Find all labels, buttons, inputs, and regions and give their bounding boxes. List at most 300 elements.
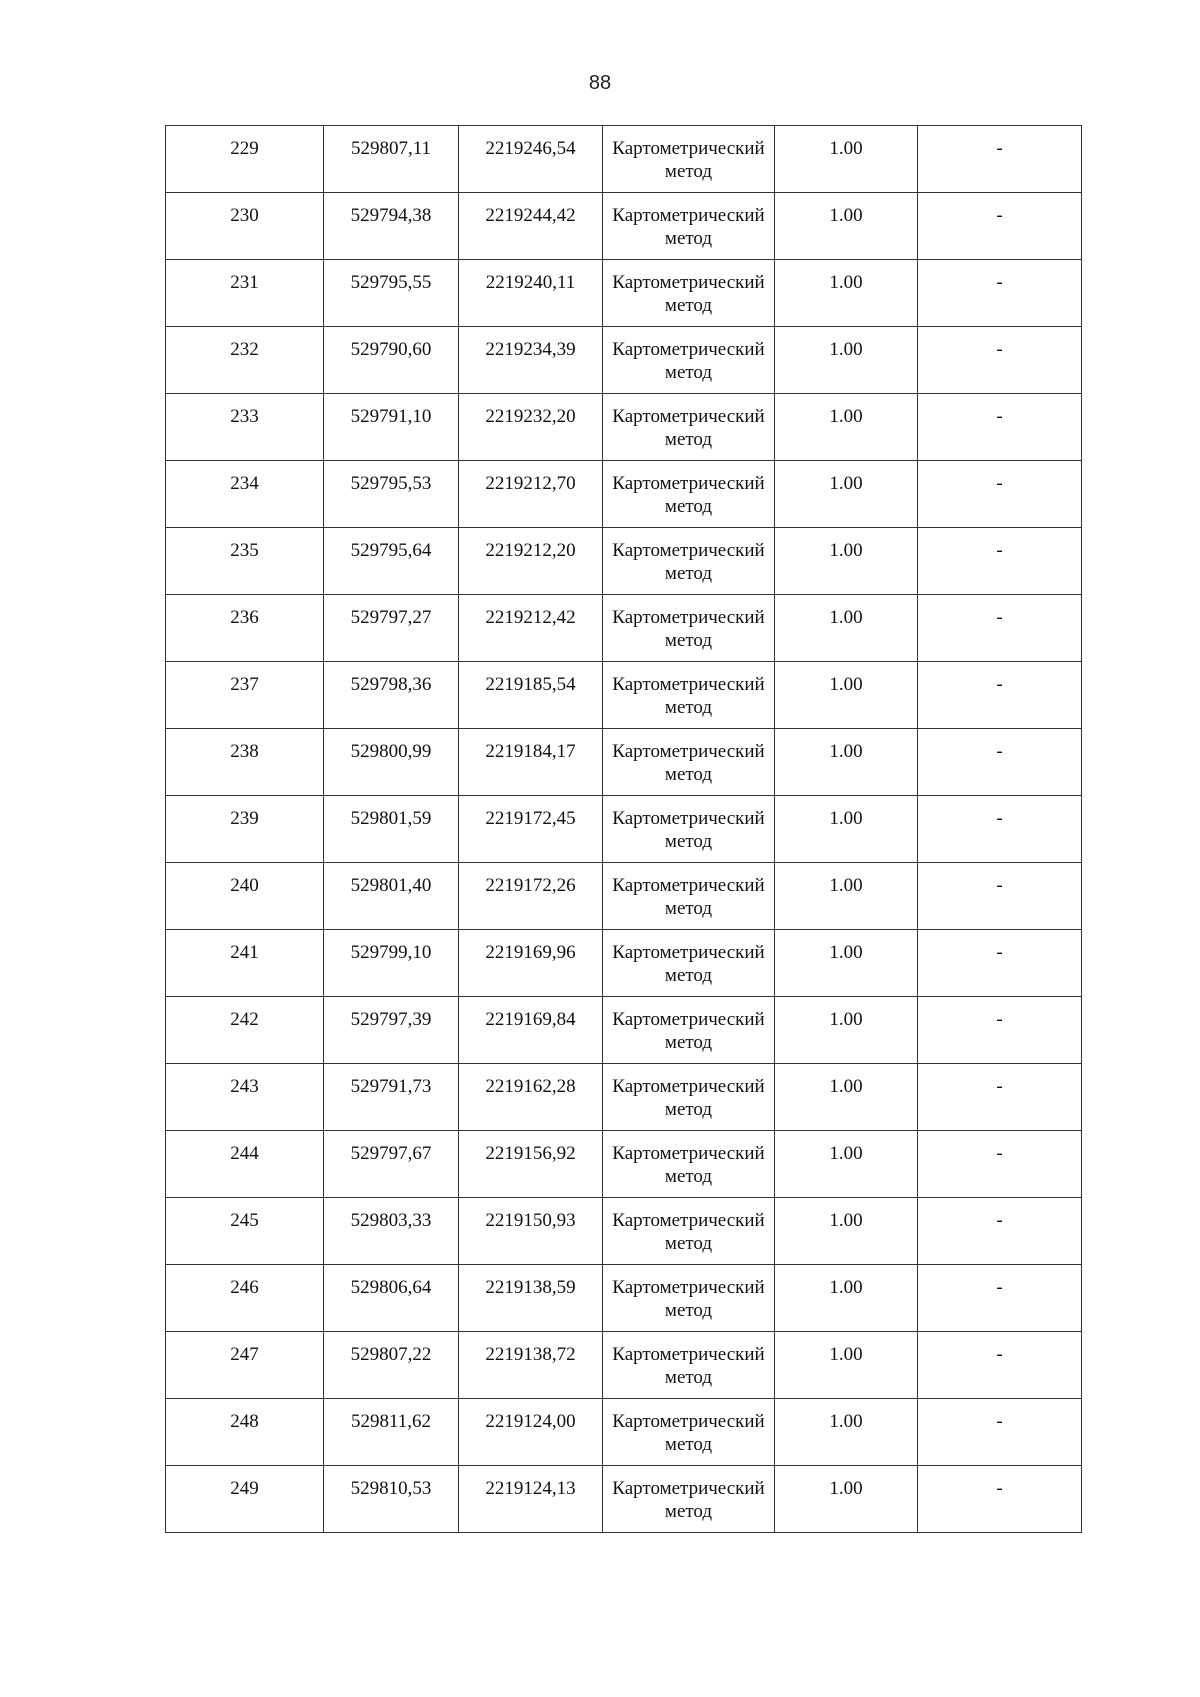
point-number-cell bbox=[166, 528, 324, 595]
method-cell bbox=[603, 1198, 775, 1265]
y-coordinate-cell bbox=[459, 796, 603, 863]
method-cell-text: Картометрический bbox=[612, 272, 765, 293]
method-cell bbox=[603, 595, 775, 662]
point-number-cell-content bbox=[166, 126, 323, 160]
method-cell-text: метод bbox=[664, 1434, 713, 1455]
note-cell bbox=[918, 796, 1082, 863]
point-number-cell-content bbox=[166, 796, 323, 830]
y-coordinate-cell-content bbox=[459, 528, 602, 562]
point-number-cell bbox=[166, 595, 324, 662]
table-row bbox=[166, 1265, 1082, 1332]
method-cell-content bbox=[603, 729, 774, 786]
accuracy-cell-content bbox=[775, 595, 917, 629]
y-coordinate-cell-text: 2219184,17 bbox=[485, 741, 576, 762]
y-coordinate-cell bbox=[459, 595, 603, 662]
accuracy-cell-text: 1.00 bbox=[829, 942, 863, 963]
x-coordinate-cell bbox=[324, 729, 459, 796]
accuracy-cell-content bbox=[775, 260, 917, 294]
accuracy-cell-text: 1.00 bbox=[829, 1143, 863, 1164]
y-coordinate-cell bbox=[459, 729, 603, 796]
y-coordinate-cell-text: 2219232,20 bbox=[485, 406, 576, 427]
method-cell bbox=[603, 1332, 775, 1399]
note-cell-text: - bbox=[996, 1478, 1003, 1499]
method-cell-content bbox=[603, 997, 774, 1054]
note-cell-content bbox=[918, 595, 1081, 629]
point-number-cell-text: 235 bbox=[230, 540, 259, 561]
accuracy-cell bbox=[775, 461, 918, 528]
accuracy-cell bbox=[775, 729, 918, 796]
point-number-cell-text: 242 bbox=[230, 1009, 259, 1030]
y-coordinate-cell bbox=[459, 930, 603, 997]
table-row bbox=[166, 729, 1082, 796]
y-coordinate-cell-content bbox=[459, 997, 602, 1031]
accuracy-cell-text: 1.00 bbox=[829, 607, 863, 628]
method-cell-text: Картометрический bbox=[612, 1009, 765, 1030]
accuracy-cell-text: 1.00 bbox=[829, 540, 863, 561]
method-cell-text: метод bbox=[664, 965, 713, 986]
x-coordinate-cell bbox=[324, 461, 459, 528]
note-cell-text: - bbox=[996, 1143, 1003, 1164]
accuracy-cell-content bbox=[775, 1466, 917, 1500]
method-cell-text: Картометрический bbox=[612, 607, 765, 628]
note-cell bbox=[918, 1332, 1082, 1399]
point-number-cell-content bbox=[166, 1265, 323, 1299]
point-number-cell-text: 239 bbox=[230, 808, 259, 829]
accuracy-cell-text: 1.00 bbox=[829, 406, 863, 427]
x-coordinate-cell-text: 529811,62 bbox=[350, 1411, 432, 1432]
y-coordinate-cell-content bbox=[459, 1064, 602, 1098]
x-coordinate-cell-content bbox=[324, 997, 458, 1031]
point-number-cell-content bbox=[166, 729, 323, 763]
method-cell-content bbox=[603, 662, 774, 719]
x-coordinate-cell bbox=[324, 1064, 459, 1131]
y-coordinate-cell-text: 2219169,96 bbox=[485, 942, 576, 963]
note-cell-content bbox=[918, 796, 1081, 830]
x-coordinate-cell-content bbox=[324, 796, 458, 830]
accuracy-cell-text: 1.00 bbox=[829, 272, 863, 293]
note-cell-content bbox=[918, 1332, 1081, 1366]
accuracy-cell-content bbox=[775, 1064, 917, 1098]
note-cell-text: - bbox=[996, 473, 1003, 494]
x-coordinate-cell-content bbox=[324, 1131, 458, 1165]
point-number-cell-text: 232 bbox=[230, 339, 259, 360]
accuracy-cell-content bbox=[775, 729, 917, 763]
accuracy-cell bbox=[775, 1064, 918, 1131]
table-row bbox=[166, 997, 1082, 1064]
point-number-cell-text: 249 bbox=[230, 1478, 259, 1499]
note-cell-text: - bbox=[996, 205, 1003, 226]
method-cell-content bbox=[603, 930, 774, 987]
table-row bbox=[166, 193, 1082, 260]
method-cell-text: метод bbox=[664, 1166, 713, 1187]
y-coordinate-cell bbox=[459, 461, 603, 528]
note-cell-content bbox=[918, 729, 1081, 763]
point-number-cell-content bbox=[166, 394, 323, 428]
y-coordinate-cell-content bbox=[459, 394, 602, 428]
method-cell-content bbox=[603, 394, 774, 451]
method-cell-text: Картометрический bbox=[612, 540, 765, 561]
method-cell-content bbox=[603, 595, 774, 652]
method-cell-text: Картометрический bbox=[612, 1076, 765, 1097]
y-coordinate-cell-text: 2219212,20 bbox=[485, 540, 576, 561]
y-coordinate-cell-text: 2219156,92 bbox=[485, 1143, 576, 1164]
point-number-cell-text: 240 bbox=[230, 875, 259, 896]
accuracy-cell bbox=[775, 1466, 918, 1533]
note-cell-text: - bbox=[996, 942, 1003, 963]
accuracy-cell-content bbox=[775, 1399, 917, 1433]
y-coordinate-cell bbox=[459, 997, 603, 1064]
y-coordinate-cell bbox=[459, 1466, 603, 1533]
method-cell-text: метод bbox=[664, 496, 713, 517]
method-cell-content bbox=[603, 1198, 774, 1255]
method-cell-text: Картометрический bbox=[612, 808, 765, 829]
coordinates-table bbox=[165, 125, 1082, 1533]
table-row bbox=[166, 595, 1082, 662]
accuracy-cell-text: 1.00 bbox=[829, 1478, 863, 1499]
accuracy-cell bbox=[775, 394, 918, 461]
method-cell bbox=[603, 1064, 775, 1131]
method-cell bbox=[603, 394, 775, 461]
y-coordinate-cell-content bbox=[459, 126, 602, 160]
accuracy-cell-content bbox=[775, 1198, 917, 1232]
point-number-cell-text: 247 bbox=[230, 1344, 259, 1365]
y-coordinate-cell-text: 2219172,45 bbox=[485, 808, 576, 829]
method-cell bbox=[603, 1131, 775, 1198]
x-coordinate-cell-text: 529807,11 bbox=[350, 138, 432, 159]
y-coordinate-cell bbox=[459, 528, 603, 595]
note-cell bbox=[918, 997, 1082, 1064]
point-number-cell-content bbox=[166, 461, 323, 495]
accuracy-cell-content bbox=[775, 796, 917, 830]
accuracy-cell bbox=[775, 1332, 918, 1399]
y-coordinate-cell-text: 2219124,13 bbox=[485, 1478, 576, 1499]
y-coordinate-cell-content bbox=[459, 662, 602, 696]
point-number-cell bbox=[166, 394, 324, 461]
accuracy-cell bbox=[775, 193, 918, 260]
note-cell bbox=[918, 595, 1082, 662]
method-cell-text: метод bbox=[664, 1501, 713, 1522]
point-number-cell bbox=[166, 1064, 324, 1131]
y-coordinate-cell-text: 2219240,11 bbox=[485, 272, 576, 293]
note-cell-text: - bbox=[996, 406, 1003, 427]
point-number-cell-text: 236 bbox=[230, 607, 259, 628]
x-coordinate-cell-text: 529790,60 bbox=[350, 339, 432, 360]
note-cell-text: - bbox=[996, 674, 1003, 695]
method-cell-content bbox=[603, 1131, 774, 1188]
accuracy-cell-text: 1.00 bbox=[829, 473, 863, 494]
y-coordinate-cell-content bbox=[459, 1198, 602, 1232]
y-coordinate-cell-text: 2219212,70 bbox=[485, 473, 576, 494]
accuracy-cell-text: 1.00 bbox=[829, 1344, 863, 1365]
method-cell-text: Картометрический bbox=[612, 674, 765, 695]
table-row bbox=[166, 1466, 1082, 1533]
note-cell-content bbox=[918, 662, 1081, 696]
accuracy-cell-content bbox=[775, 394, 917, 428]
y-coordinate-cell-content bbox=[459, 327, 602, 361]
method-cell bbox=[603, 729, 775, 796]
accuracy-cell-content bbox=[775, 528, 917, 562]
note-cell-content bbox=[918, 863, 1081, 897]
x-coordinate-cell-content bbox=[324, 461, 458, 495]
y-coordinate-cell bbox=[459, 1265, 603, 1332]
x-coordinate-cell-content bbox=[324, 1198, 458, 1232]
point-number-cell-text: 231 bbox=[230, 272, 259, 293]
x-coordinate-cell-text: 529803,33 bbox=[350, 1210, 432, 1231]
method-cell-content bbox=[603, 1064, 774, 1121]
y-coordinate-cell bbox=[459, 1064, 603, 1131]
point-number-cell-text: 229 bbox=[230, 138, 259, 159]
x-coordinate-cell bbox=[324, 1332, 459, 1399]
table-row bbox=[166, 863, 1082, 930]
x-coordinate-cell bbox=[324, 1265, 459, 1332]
y-coordinate-cell-text: 2219246,54 bbox=[485, 138, 576, 159]
x-coordinate-cell bbox=[324, 930, 459, 997]
method-cell-text: Картометрический bbox=[612, 1143, 765, 1164]
note-cell-content bbox=[918, 528, 1081, 562]
page-number: 88 bbox=[588, 72, 612, 94]
point-number-cell-content bbox=[166, 930, 323, 964]
y-coordinate-cell-text: 2219150,93 bbox=[485, 1210, 576, 1231]
table-row bbox=[166, 1198, 1082, 1265]
point-number-cell bbox=[166, 729, 324, 796]
table-row bbox=[166, 796, 1082, 863]
x-coordinate-cell-text: 529797,39 bbox=[350, 1009, 432, 1030]
accuracy-cell-text: 1.00 bbox=[829, 1210, 863, 1231]
x-coordinate-cell-text: 529799,10 bbox=[350, 942, 432, 963]
x-coordinate-cell-text: 529795,53 bbox=[350, 473, 432, 494]
point-number-cell bbox=[166, 1131, 324, 1198]
accuracy-cell bbox=[775, 863, 918, 930]
x-coordinate-cell bbox=[324, 796, 459, 863]
accuracy-cell-content bbox=[775, 1265, 917, 1299]
method-cell-text: Картометрический bbox=[612, 473, 765, 494]
accuracy-cell bbox=[775, 1198, 918, 1265]
point-number-cell-content bbox=[166, 193, 323, 227]
y-coordinate-cell bbox=[459, 1198, 603, 1265]
accuracy-cell-content bbox=[775, 997, 917, 1031]
point-number-cell bbox=[166, 126, 324, 193]
note-cell bbox=[918, 327, 1082, 394]
accuracy-cell-text: 1.00 bbox=[829, 741, 863, 762]
point-number-cell-text: 233 bbox=[230, 406, 259, 427]
point-number-cell-text: 237 bbox=[230, 674, 259, 695]
point-number-cell bbox=[166, 1399, 324, 1466]
note-cell-text: - bbox=[996, 1277, 1003, 1298]
x-coordinate-cell bbox=[324, 394, 459, 461]
x-coordinate-cell-text: 529797,27 bbox=[350, 607, 432, 628]
method-cell-text: метод bbox=[664, 295, 713, 316]
note-cell bbox=[918, 729, 1082, 796]
x-coordinate-cell-text: 529791,73 bbox=[350, 1076, 432, 1097]
note-cell-text: - bbox=[996, 607, 1003, 628]
table-row bbox=[166, 930, 1082, 997]
note-cell-text: - bbox=[996, 138, 1003, 159]
y-coordinate-cell-text: 2219185,54 bbox=[485, 674, 576, 695]
point-number-cell-content bbox=[166, 1064, 323, 1098]
point-number-cell-text: 243 bbox=[230, 1076, 259, 1097]
accuracy-cell-text: 1.00 bbox=[829, 339, 863, 360]
table-row bbox=[166, 528, 1082, 595]
method-cell-text: Картометрический bbox=[612, 205, 765, 226]
accuracy-cell bbox=[775, 796, 918, 863]
method-cell bbox=[603, 863, 775, 930]
method-cell-text: метод bbox=[664, 1032, 713, 1053]
point-number-cell-text: 246 bbox=[230, 1277, 259, 1298]
x-coordinate-cell-content bbox=[324, 1466, 458, 1500]
method-cell-content bbox=[603, 528, 774, 585]
method-cell-text: Картометрический bbox=[612, 1411, 765, 1432]
accuracy-cell bbox=[775, 997, 918, 1064]
method-cell bbox=[603, 193, 775, 260]
accuracy-cell-text: 1.00 bbox=[829, 138, 863, 159]
y-coordinate-cell-content bbox=[459, 930, 602, 964]
method-cell-text: метод bbox=[664, 831, 713, 852]
y-coordinate-cell-content bbox=[459, 461, 602, 495]
x-coordinate-cell-content bbox=[324, 193, 458, 227]
method-cell bbox=[603, 260, 775, 327]
note-cell-content bbox=[918, 1265, 1081, 1299]
accuracy-cell bbox=[775, 930, 918, 997]
note-cell-content bbox=[918, 1064, 1081, 1098]
x-coordinate-cell-content bbox=[324, 662, 458, 696]
method-cell bbox=[603, 1466, 775, 1533]
accuracy-cell-content bbox=[775, 1332, 917, 1366]
accuracy-cell bbox=[775, 327, 918, 394]
x-coordinate-cell-content bbox=[324, 595, 458, 629]
method-cell-text: Картометрический bbox=[612, 138, 765, 159]
point-number-cell-content bbox=[166, 863, 323, 897]
note-cell-content bbox=[918, 1198, 1081, 1232]
point-number-cell-content bbox=[166, 1399, 323, 1433]
y-coordinate-cell bbox=[459, 662, 603, 729]
method-cell-text: Картометрический bbox=[612, 1478, 765, 1499]
accuracy-cell bbox=[775, 1399, 918, 1466]
x-coordinate-cell-content bbox=[324, 1265, 458, 1299]
method-cell-content bbox=[603, 1399, 774, 1456]
x-coordinate-cell bbox=[324, 528, 459, 595]
y-coordinate-cell bbox=[459, 260, 603, 327]
method-cell-text: Картометрический bbox=[612, 406, 765, 427]
table-row bbox=[166, 1332, 1082, 1399]
y-coordinate-cell-content bbox=[459, 1399, 602, 1433]
x-coordinate-cell bbox=[324, 260, 459, 327]
method-cell-text: метод bbox=[664, 563, 713, 584]
point-number-cell-content bbox=[166, 528, 323, 562]
method-cell-text: Картометрический bbox=[612, 1210, 765, 1231]
note-cell bbox=[918, 394, 1082, 461]
accuracy-cell-text: 1.00 bbox=[829, 1277, 863, 1298]
coordinates-table-body bbox=[166, 126, 1082, 1533]
x-coordinate-cell-text: 529800,99 bbox=[350, 741, 432, 762]
note-cell-text: - bbox=[996, 1344, 1003, 1365]
x-coordinate-cell-content bbox=[324, 1399, 458, 1433]
method-cell-text: метод bbox=[664, 630, 713, 651]
method-cell-content bbox=[603, 193, 774, 250]
y-coordinate-cell-text: 2219244,42 bbox=[485, 205, 576, 226]
note-cell-content bbox=[918, 1131, 1081, 1165]
point-number-cell-text: 241 bbox=[230, 942, 259, 963]
x-coordinate-cell-text: 529810,53 bbox=[350, 1478, 432, 1499]
x-coordinate-cell bbox=[324, 126, 459, 193]
note-cell-content bbox=[918, 461, 1081, 495]
method-cell-text: метод bbox=[664, 362, 713, 383]
accuracy-cell bbox=[775, 1265, 918, 1332]
point-number-cell bbox=[166, 863, 324, 930]
y-coordinate-cell-text: 2219212,42 bbox=[485, 607, 576, 628]
note-cell bbox=[918, 662, 1082, 729]
accuracy-cell bbox=[775, 260, 918, 327]
accuracy-cell bbox=[775, 126, 918, 193]
note-cell-content bbox=[918, 193, 1081, 227]
note-cell bbox=[918, 260, 1082, 327]
note-cell bbox=[918, 1265, 1082, 1332]
x-coordinate-cell-text: 529791,10 bbox=[350, 406, 432, 427]
method-cell bbox=[603, 997, 775, 1064]
method-cell bbox=[603, 930, 775, 997]
y-coordinate-cell-text: 2219124,00 bbox=[485, 1411, 576, 1432]
point-number-cell bbox=[166, 1265, 324, 1332]
accuracy-cell-content bbox=[775, 662, 917, 696]
accuracy-cell bbox=[775, 1131, 918, 1198]
table-row bbox=[166, 461, 1082, 528]
note-cell-text: - bbox=[996, 1210, 1003, 1231]
note-cell bbox=[918, 1064, 1082, 1131]
y-coordinate-cell-content bbox=[459, 1332, 602, 1366]
accuracy-cell-content bbox=[775, 126, 917, 160]
y-coordinate-cell bbox=[459, 126, 603, 193]
y-coordinate-cell bbox=[459, 193, 603, 260]
method-cell bbox=[603, 126, 775, 193]
method-cell-text: Картометрический bbox=[612, 942, 765, 963]
method-cell-content bbox=[603, 1265, 774, 1322]
accuracy-cell bbox=[775, 528, 918, 595]
note-cell bbox=[918, 863, 1082, 930]
x-coordinate-cell-text: 529801,59 bbox=[350, 808, 432, 829]
table-row bbox=[166, 1399, 1082, 1466]
x-coordinate-cell-content bbox=[324, 1332, 458, 1366]
note-cell-text: - bbox=[996, 339, 1003, 360]
point-number-cell-text: 244 bbox=[230, 1143, 259, 1164]
point-number-cell bbox=[166, 997, 324, 1064]
y-coordinate-cell bbox=[459, 394, 603, 461]
method-cell-content bbox=[603, 327, 774, 384]
note-cell bbox=[918, 930, 1082, 997]
y-coordinate-cell bbox=[459, 327, 603, 394]
table-row bbox=[166, 662, 1082, 729]
note-cell-content bbox=[918, 1399, 1081, 1433]
x-coordinate-cell-content bbox=[324, 394, 458, 428]
note-cell-text: - bbox=[996, 875, 1003, 896]
note-cell-content bbox=[918, 997, 1081, 1031]
table-row bbox=[166, 1064, 1082, 1131]
note-cell bbox=[918, 1399, 1082, 1466]
x-coordinate-cell-content bbox=[324, 1064, 458, 1098]
y-coordinate-cell bbox=[459, 1332, 603, 1399]
note-cell bbox=[918, 1466, 1082, 1533]
method-cell-content bbox=[603, 461, 774, 518]
accuracy-cell-content bbox=[775, 193, 917, 227]
point-number-cell bbox=[166, 1332, 324, 1399]
x-coordinate-cell bbox=[324, 997, 459, 1064]
method-cell-content bbox=[603, 260, 774, 317]
method-cell-text: метод bbox=[664, 1300, 713, 1321]
x-coordinate-cell bbox=[324, 193, 459, 260]
note-cell bbox=[918, 528, 1082, 595]
x-coordinate-cell-content bbox=[324, 327, 458, 361]
method-cell bbox=[603, 528, 775, 595]
method-cell-text: метод bbox=[664, 161, 713, 182]
accuracy-cell-content bbox=[775, 327, 917, 361]
